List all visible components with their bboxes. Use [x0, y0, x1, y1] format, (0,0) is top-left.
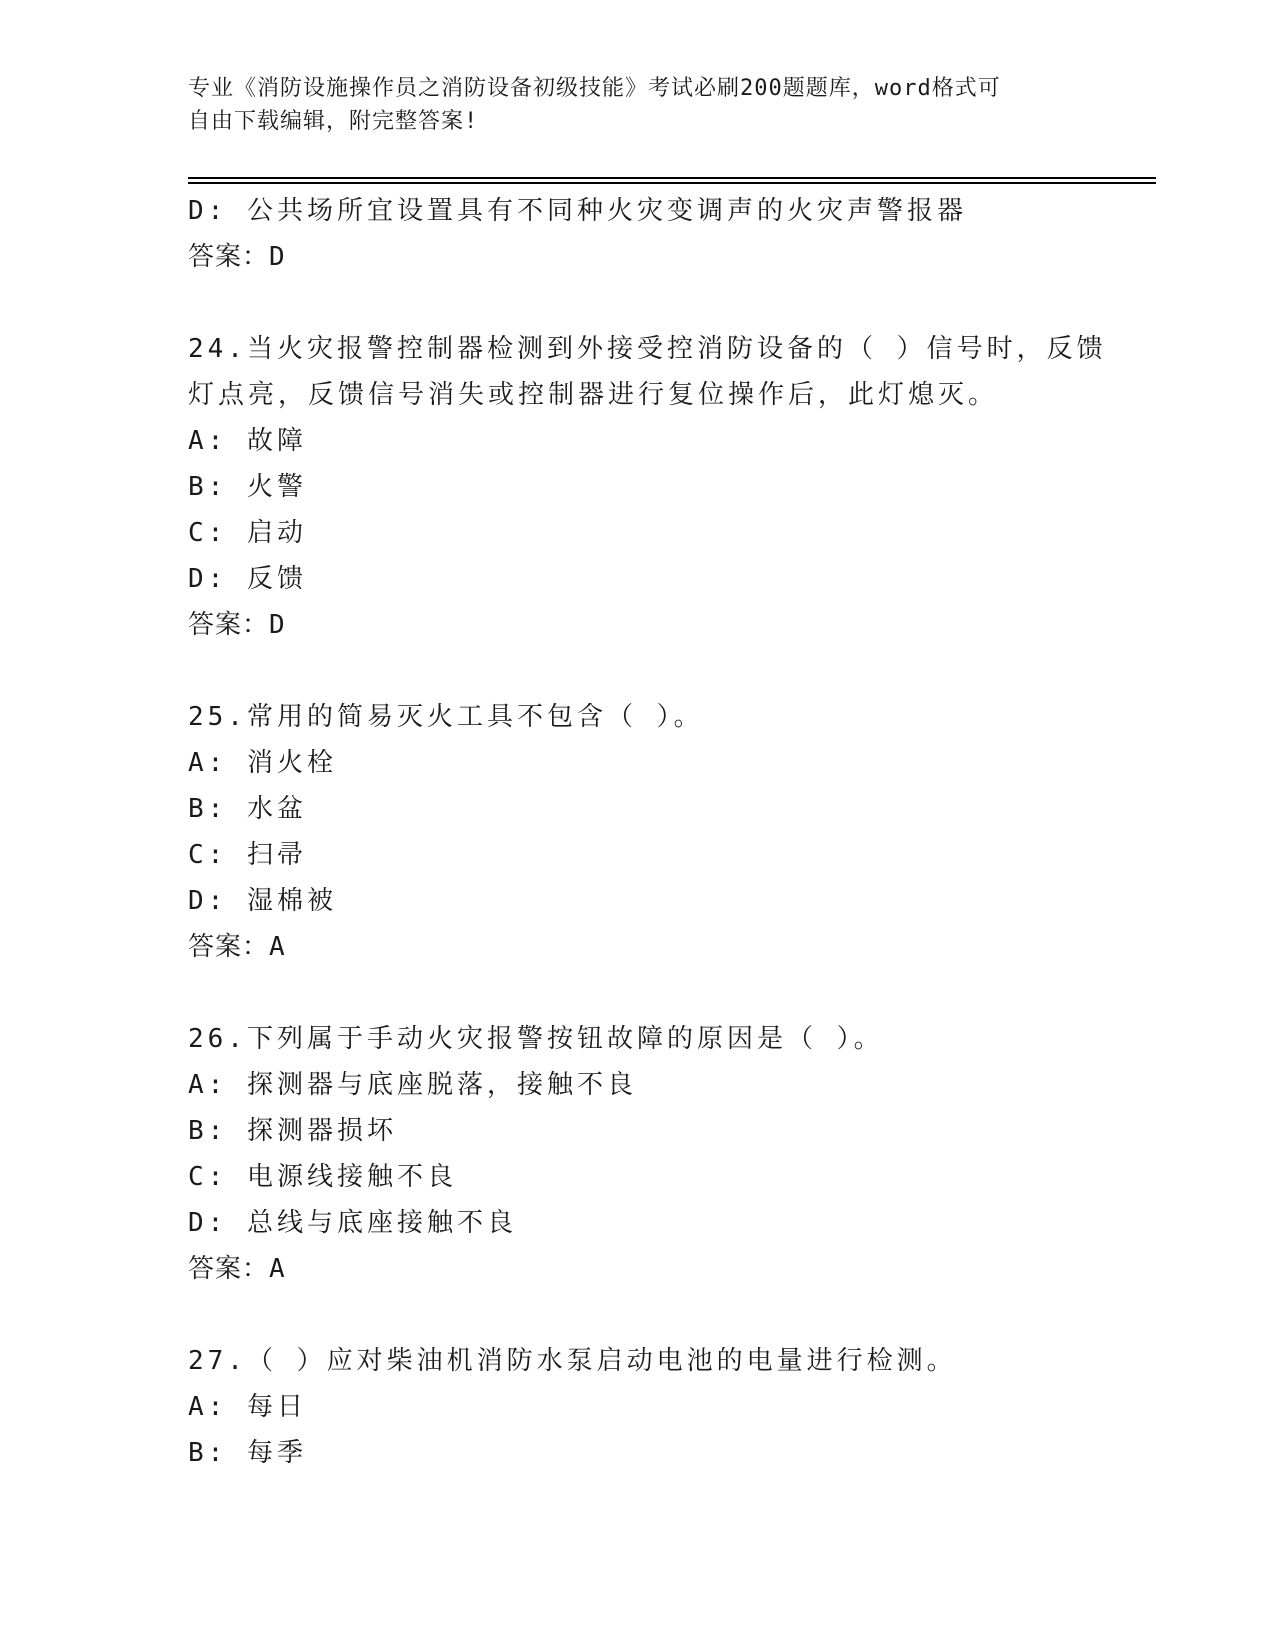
header-line-1: 专业《消防设施操作员之消防设备初级技能》考试必刷200题题库，word格式可 — [188, 76, 1001, 101]
option-a: A: 探测器与底座脱落，接触不良 — [188, 1070, 637, 1100]
answer-line: 答案：D — [188, 610, 286, 640]
option-b: B: 火警 — [188, 472, 307, 502]
question-24 — [188, 326, 1107, 648]
document-header — [188, 72, 1068, 138]
option-d: D: 总线与底座接触不良 — [188, 1208, 517, 1238]
option-a: A: 每日 — [188, 1392, 307, 1422]
option-b: B: 探测器损坏 — [188, 1116, 397, 1146]
header-line-2: 自由下载编辑，附完整答案! — [188, 109, 479, 134]
option-c: C: 扫帚 — [188, 840, 307, 870]
header-divider-top — [188, 177, 1156, 179]
question-25 — [188, 694, 1088, 970]
question-26 — [188, 1016, 1088, 1292]
header-divider-bottom — [188, 182, 1156, 184]
option-d: D: 公共场所宜设置具有不同种火灾变调声的火灾声警报器 — [188, 196, 967, 226]
question-stem: 24.当火灾报警控制器检测到外接受控消防设备的（ ）信号时，反馈 — [188, 334, 1107, 364]
question-stem: 27.（ ）应对柴油机消防水泵启动电池的电量进行检测。 — [188, 1346, 957, 1376]
option-d: D: 反馈 — [188, 564, 307, 594]
option-a: A: 消火栓 — [188, 748, 337, 778]
option-b: B: 水盆 — [188, 794, 307, 824]
answer-line: 答案：A — [188, 1254, 286, 1284]
option-d: D: 湿棉被 — [188, 886, 337, 916]
question-stem-continued: 灯点亮，反馈信号消失或控制器进行复位操作后，此灯熄灭。 — [188, 380, 999, 410]
option-c: C: 电源线接触不良 — [188, 1162, 457, 1192]
question-list — [188, 188, 1107, 1476]
option-a: A: 故障 — [188, 426, 307, 456]
question-27 — [188, 1338, 1088, 1476]
option-c: C: 启动 — [188, 518, 307, 548]
question-stem: 26.下列属于手动火灾报警按钮故障的原因是（ ）。 — [188, 1024, 884, 1054]
answer-line: 答案：A — [188, 932, 286, 962]
question-stem: 25.常用的简易灭火工具不包含（ ）。 — [188, 702, 704, 732]
option-b: B: 每季 — [188, 1438, 307, 1468]
answer-line: 答案：D — [188, 242, 286, 272]
